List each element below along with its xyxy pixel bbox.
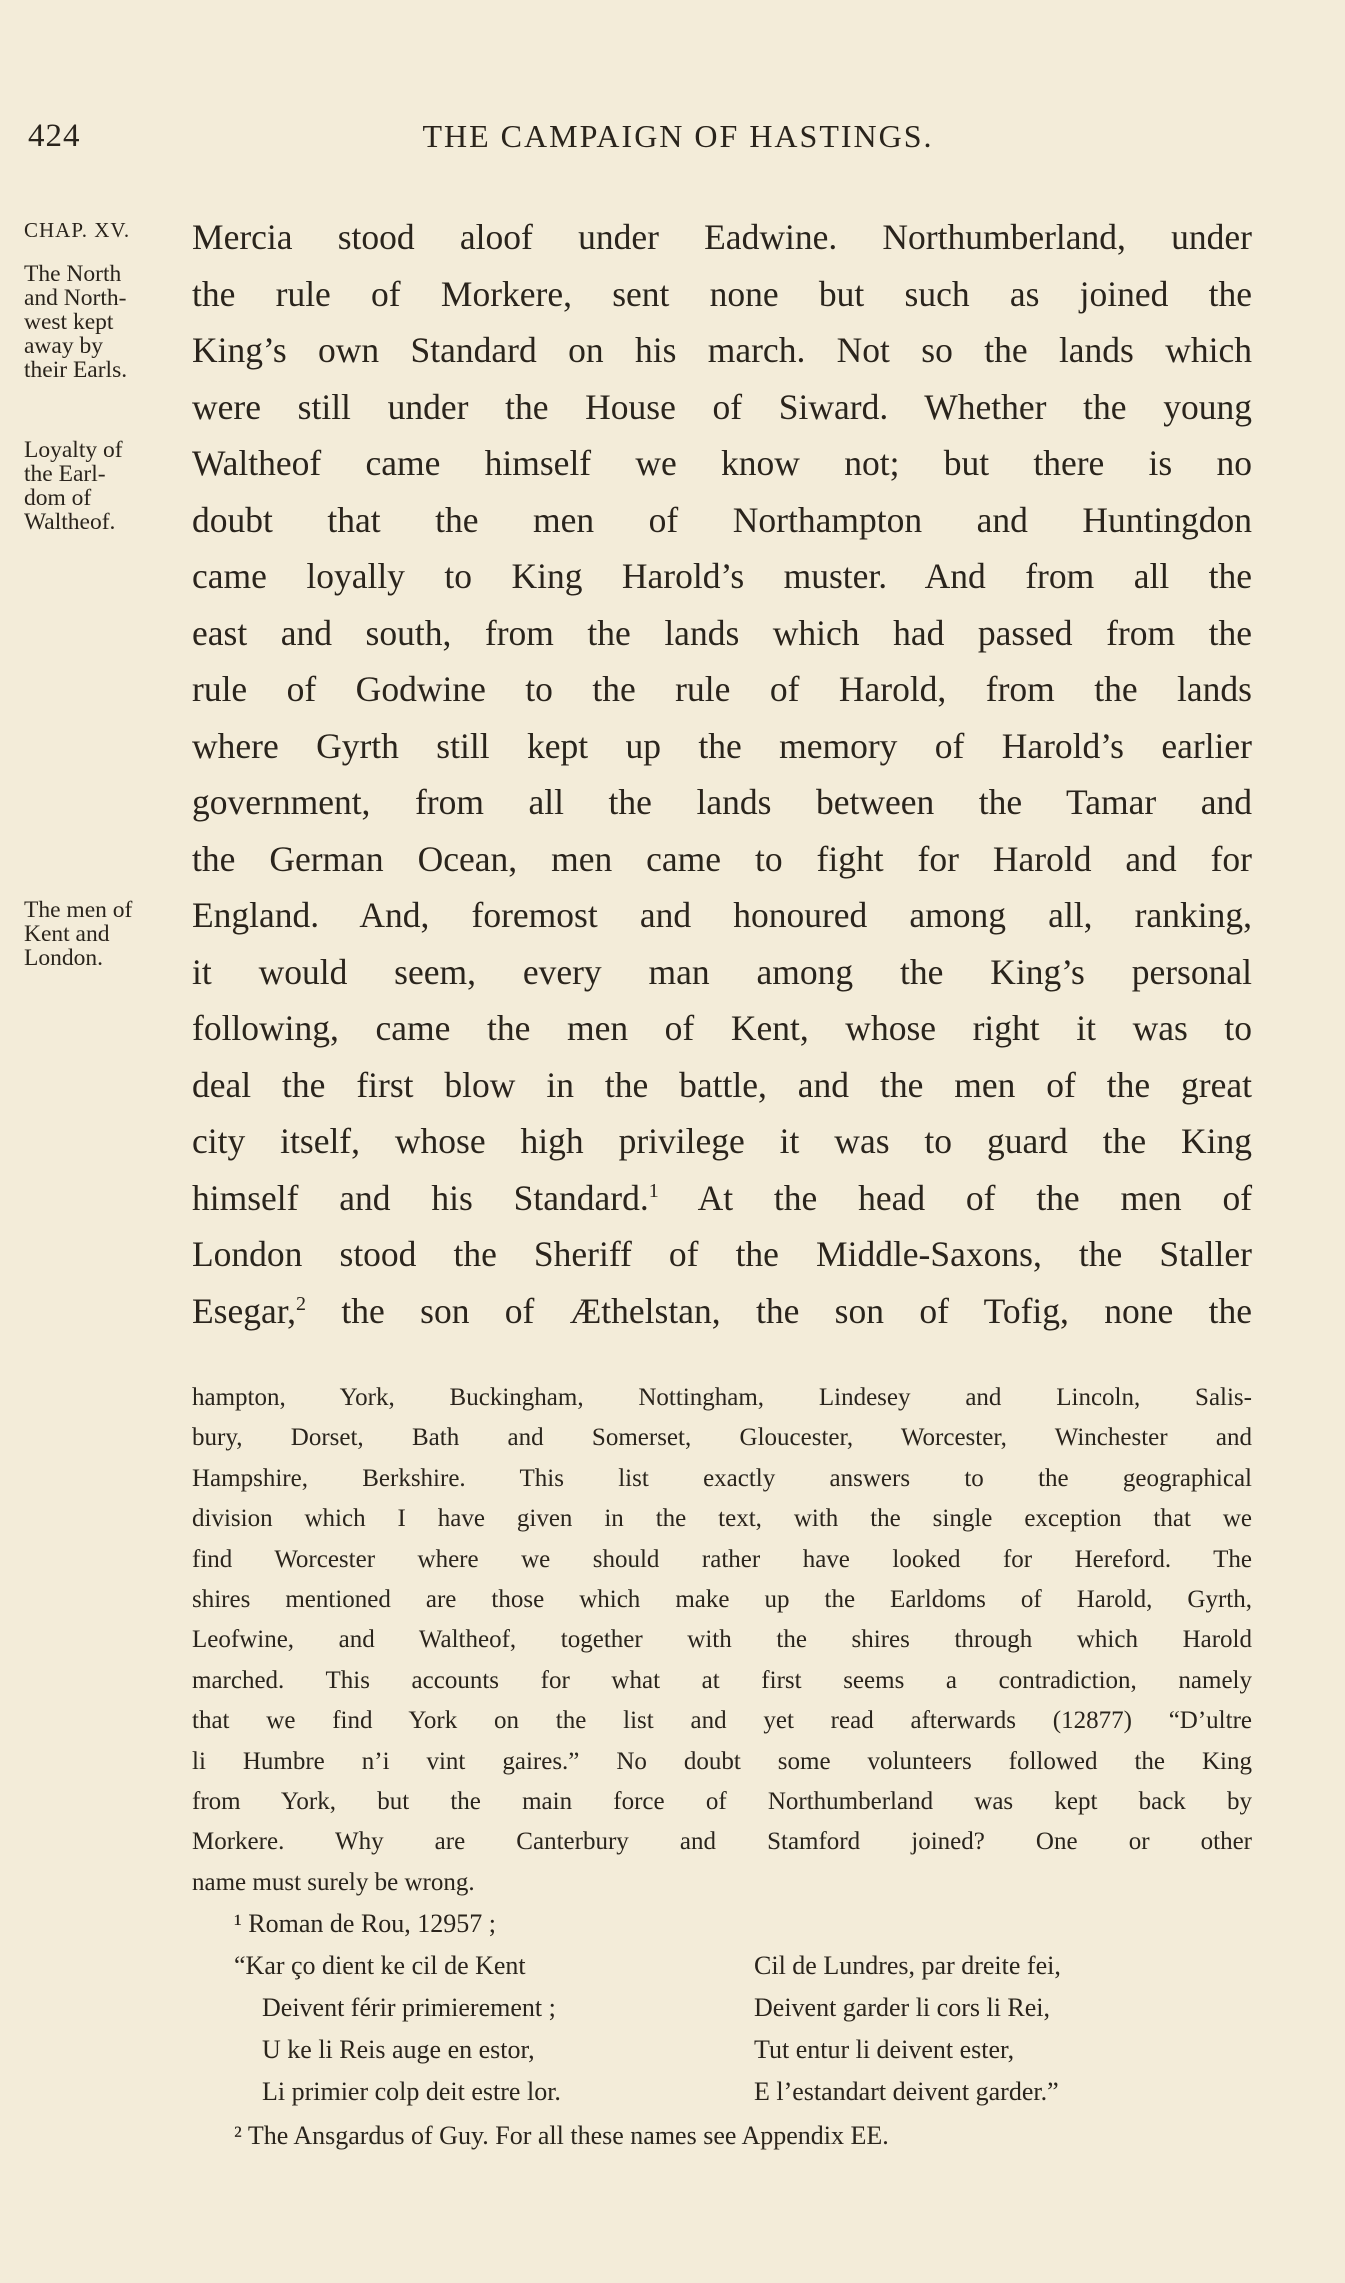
verse-line: Deivent garder li cors li Rei, — [754, 1993, 1051, 2023]
margin-note-north-northwest: The North and North- west kept away by their Earls. — [24, 261, 128, 383]
footnote-line: marched. This accounts for what at first seems a contradiction, namely — [192, 1666, 1252, 1694]
footnote-2: ² The Ansgardus of Guy. For all these names see Appendix EE. — [234, 2121, 889, 2151]
footnote-line: shires mentioned are those which make up the Earldoms of Harold, Gyrth, — [192, 1585, 1252, 1613]
footnote-1-heading: ¹ Roman de Rou, 12957 ; — [234, 1909, 497, 1939]
text-line: doubt that the men of Northampton and Huntingdon — [192, 499, 1252, 540]
footnote-line: Leofwine, and Waltheof, together with the shires through which Harold — [192, 1626, 1252, 1654]
footnote-line: hampton, York, Buckingham, Nottingham, Lindesey and Lincoln, Salis- — [192, 1384, 1252, 1411]
verse-line: Deivent férir primierement ; — [262, 1993, 556, 2023]
text-line: were still under the House of Siward. Whether the young — [192, 386, 1252, 427]
text-line: following, came the men of Kent, whose right it was to — [192, 1008, 1252, 1048]
text-line: King’s own Standard on his march. Not so the lands which — [192, 330, 1252, 370]
main-text — [192, 209, 1252, 1339]
verse-line: E l’estandart deivent garder.” — [754, 2077, 1059, 2107]
verse-right-column — [754, 1945, 1274, 2113]
text-line: rule of Godwine to the rule of Harold, from the lands — [192, 669, 1252, 709]
text-line-with-footnote-1: himself and his Standard.$^1$ At the head of the men of — [192, 1177, 1253, 1218]
text-line: the rule of Morkere, sent none but such as joined the — [192, 273, 1252, 314]
verse-line: Li primier colp deit estre lor. — [262, 2077, 561, 2107]
footnote-ref-2[interactable]: 2 — [296, 1292, 307, 1315]
margin-note-kent-london: The men of Kent and London. — [24, 897, 133, 971]
verse-line: Tut entur li deivent ester, — [754, 2035, 1015, 2065]
footnote-line: Hampshire, Berkshire. This list exactly answers to the geographical — [192, 1464, 1252, 1492]
verse-line: “Kar ço dient ke cil de Kent — [234, 1951, 526, 1981]
footnote-line: division which I have given in the text, with the single exception that we — [192, 1505, 1252, 1533]
text-line: Mercia stood aloof under Eadwine. Northumberland, under — [192, 217, 1252, 257]
text-line: it would seem, every man among the King’s personal — [192, 951, 1252, 992]
footnote-line: li Humbre n’i vint gaires.” No doubt some volunteers followed the King — [192, 1747, 1252, 1775]
text-line: government, from all the lands between the Tamar and — [192, 782, 1252, 822]
footnote-line: Morkere. Why are Canterbury and Stamford joined? One or other — [192, 1828, 1252, 1856]
footnote-1-verse — [192, 1945, 1252, 2113]
text-line: the German Ocean, men came to fight for Harold and for — [192, 838, 1252, 879]
text-line: Waltheof came himself we know not; but there is no — [192, 443, 1252, 483]
page-header — [28, 118, 1258, 168]
footnote-line: from York, but the main force of Northumberland was kept back by — [192, 1787, 1252, 1815]
verse-line: U ke li Reis auge en estor, — [262, 2035, 535, 2065]
text-line: came loyally to King Harold’s muster. And from all the — [192, 556, 1252, 596]
footnote-ref-1[interactable]: 1 — [648, 1179, 659, 1202]
text-line-with-footnote-2: Esegar,$^2$ the son of Æthelstan, the son of Tofig, none the — [192, 1290, 1252, 1331]
text-line: city itself, whose high privilege it was to guard the King — [192, 1121, 1252, 1161]
text-line: east and south, from the lands which had passed from the — [192, 612, 1252, 653]
footnote-line: bury, Dorset, Bath and Somerset, Gloucester, Worcester, Winchester and — [192, 1424, 1252, 1452]
running-title: THE CAMPAIGN OF HASTINGS. — [422, 118, 934, 154]
text-line: where Gyrth still kept up the memory of Harold’s earlier — [192, 725, 1252, 766]
text-line: London stood the Sheriff of the Middle-Saxons, the Staller — [192, 1234, 1252, 1274]
footnotes — [192, 1378, 1252, 2157]
footnote-line: find Worcester where we should rather have looked for Hereford. The — [192, 1545, 1252, 1573]
text-line: England. And, foremost and honoured among all, ranking, — [192, 895, 1252, 935]
footnote-line: name must surely be wrong. — [192, 1868, 475, 1896]
footnote-line: that we find York on the list and yet read afterwards (12877) “D’ultre — [192, 1707, 1252, 1735]
page-number: 424 — [28, 118, 81, 154]
verse-left-column — [234, 1945, 754, 2113]
margin-note-waltheof: Loyalty of the Earl- dom of Waltheof. — [24, 437, 123, 535]
text-line: deal the first blow in the battle, and the men of the great — [192, 1064, 1252, 1105]
margin-note-chapter: CHAP. XV. — [24, 218, 131, 242]
verse-line: Cil de Lundres, par dreite fei, — [754, 1951, 1061, 1981]
